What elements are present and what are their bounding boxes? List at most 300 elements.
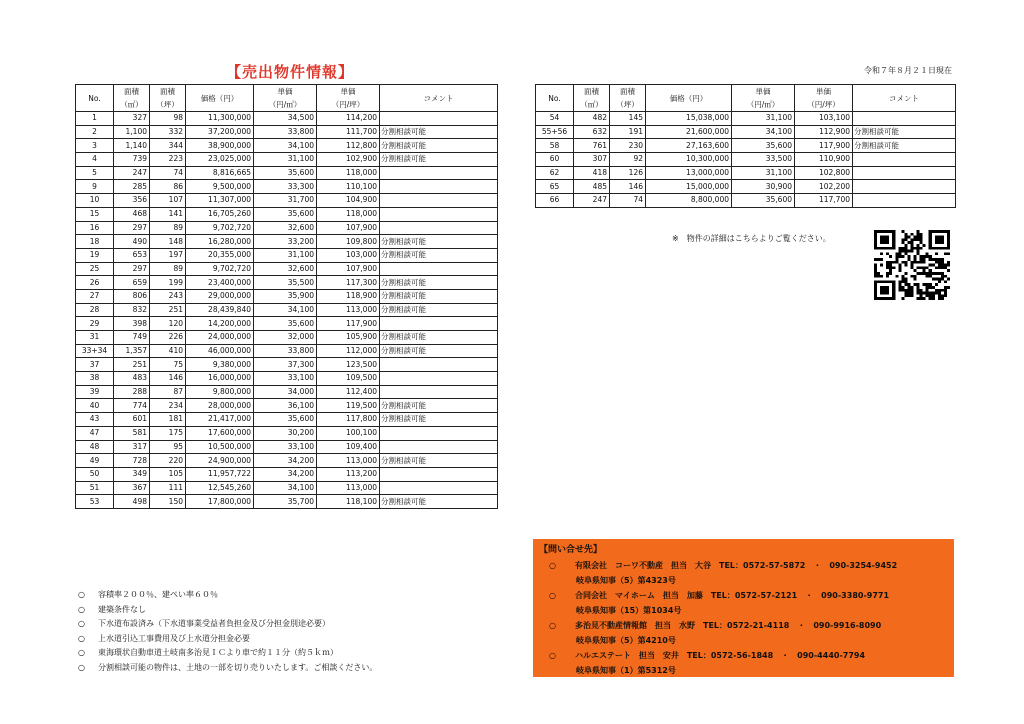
- cell-tsubo: 141: [150, 207, 186, 221]
- cell-price: 9,702,720: [186, 262, 254, 276]
- cell-price: 15,038,000: [646, 112, 732, 126]
- cell-comment: [380, 440, 498, 454]
- cell-pm2: 30,200: [254, 426, 317, 440]
- cell-no: 5: [76, 166, 114, 180]
- table-row: [76, 194, 498, 208]
- table-row: [536, 166, 956, 180]
- table-row: [76, 467, 498, 481]
- cell-tsubo: 87: [150, 385, 186, 399]
- cell-price: 28,000,000: [186, 399, 254, 413]
- cell-tsubo: 175: [150, 426, 186, 440]
- cell-no: 19: [76, 248, 114, 262]
- cell-no: 27: [76, 289, 114, 303]
- cell-price: 28,439,840: [186, 303, 254, 317]
- cell-pm2: 34,100: [254, 139, 317, 153]
- page-title: 【売出物件情報】: [226, 63, 355, 81]
- cell-tsubo: 146: [610, 180, 646, 194]
- cell-no: 3: [76, 139, 114, 153]
- cell-ptsubo: 103,100: [795, 112, 853, 126]
- cell-m2: 653: [114, 248, 150, 262]
- contact-license: 岐阜県知事（1）第5312号: [576, 666, 676, 675]
- table-row: [76, 289, 498, 303]
- cell-ptsubo: 102,900: [317, 153, 380, 167]
- header-unit-price-tsubo-unit: （円/坪）: [317, 98, 380, 112]
- cell-price: 9,380,000: [186, 358, 254, 372]
- cell-comment: 分割相談可能: [380, 153, 498, 167]
- header-area-tsubo: 面積: [610, 85, 646, 99]
- cell-comment: 分割相談可能: [380, 289, 498, 303]
- cell-tsubo: 89: [150, 221, 186, 235]
- cell-m2: 327: [114, 112, 150, 126]
- cell-ptsubo: 117,800: [317, 413, 380, 427]
- cell-pm2: 31,700: [254, 194, 317, 208]
- cell-comment: [380, 194, 498, 208]
- cell-tsubo: 226: [150, 331, 186, 345]
- table-row: [76, 303, 498, 317]
- cell-pm2: 35,700: [254, 495, 317, 509]
- table-row: [536, 194, 956, 208]
- cell-tsubo: 332: [150, 125, 186, 139]
- cell-comment: 分割相談可能: [380, 303, 498, 317]
- header-price: 価格（円）: [646, 85, 732, 112]
- table-row: [76, 385, 498, 399]
- cell-no: 28: [76, 303, 114, 317]
- cell-price: 17,600,000: [186, 426, 254, 440]
- cell-price: 37,200,000: [186, 125, 254, 139]
- cell-m2: 739: [114, 153, 150, 167]
- cell-price: 15,000,000: [646, 180, 732, 194]
- table-row: [76, 180, 498, 194]
- table-row: [76, 426, 498, 440]
- cell-pm2: 33,300: [254, 180, 317, 194]
- cell-comment: [380, 262, 498, 276]
- cell-price: 16,705,260: [186, 207, 254, 221]
- cell-no: 43: [76, 413, 114, 427]
- bullet-circle-icon: ○: [78, 619, 85, 628]
- cell-m2: 1,140: [114, 139, 150, 153]
- cell-tsubo: 197: [150, 248, 186, 262]
- cell-m2: 774: [114, 399, 150, 413]
- cell-tsubo: 344: [150, 139, 186, 153]
- cell-tsubo: 199: [150, 276, 186, 290]
- as-of-date: 令和７年８月２１日現在: [864, 66, 952, 75]
- cell-comment: 分割相談可能: [380, 495, 498, 509]
- cell-no: 39: [76, 385, 114, 399]
- cell-comment: [853, 180, 956, 194]
- cell-price: 21,417,000: [186, 413, 254, 427]
- cell-no: 51: [76, 481, 114, 495]
- contact-entry: [549, 650, 865, 661]
- cell-comment: 分割相談可能: [380, 276, 498, 290]
- cell-no: 33+34: [76, 344, 114, 358]
- cell-tsubo: 86: [150, 180, 186, 194]
- cell-m2: 288: [114, 385, 150, 399]
- cell-comment: [380, 207, 498, 221]
- cell-tsubo: 75: [150, 358, 186, 372]
- cell-price: 46,000,000: [186, 344, 254, 358]
- cell-ptsubo: 118,000: [317, 207, 380, 221]
- contact-line: 多治見不動産情報館 担当 水野 TEL：0572-21-4118 ・ 090-9916-8090: [575, 621, 882, 630]
- contact-entry: [549, 590, 889, 601]
- cell-pm2: 32,600: [254, 262, 317, 276]
- header-unit-price-m2: 単価: [732, 85, 795, 99]
- cell-no: 58: [536, 139, 574, 153]
- cell-price: 20,355,000: [186, 248, 254, 262]
- cell-tsubo: 181: [150, 413, 186, 427]
- cell-tsubo: 230: [610, 139, 646, 153]
- table-row: [536, 139, 956, 153]
- bullet-circle-icon: ○: [549, 561, 556, 570]
- cell-pm2: 34,200: [254, 454, 317, 468]
- cell-pm2: 37,300: [254, 358, 317, 372]
- cell-m2: 483: [114, 372, 150, 386]
- cell-ptsubo: 110,900: [795, 153, 853, 167]
- cell-ptsubo: 118,900: [317, 289, 380, 303]
- cell-price: 11,300,000: [186, 112, 254, 126]
- cell-m2: 1,100: [114, 125, 150, 139]
- contact-license: 岐阜県知事（5）第4210号: [576, 636, 676, 645]
- cell-m2: 297: [114, 262, 150, 276]
- cell-comment: [380, 166, 498, 180]
- condition-item: [78, 632, 377, 647]
- table-row: [536, 125, 956, 139]
- condition-text: 建築条件なし: [98, 604, 146, 614]
- cell-tsubo: 92: [610, 153, 646, 167]
- cell-comment: 分割相談可能: [380, 125, 498, 139]
- header-unit-price-tsubo: 単価: [795, 85, 853, 99]
- cell-no: 29: [76, 317, 114, 331]
- contact-license: 岐阜県知事（15）第1034号: [576, 606, 682, 615]
- cell-ptsubo: 113,200: [317, 467, 380, 481]
- table-row: [536, 180, 956, 194]
- cell-comment: [380, 358, 498, 372]
- cell-m2: 297: [114, 221, 150, 235]
- cell-tsubo: 95: [150, 440, 186, 454]
- cell-ptsubo: 117,900: [795, 139, 853, 153]
- cell-price: 27,163,600: [646, 139, 732, 153]
- cell-tsubo: 146: [150, 372, 186, 386]
- cell-tsubo: 234: [150, 399, 186, 413]
- cell-comment: 分割相談可能: [380, 235, 498, 249]
- cell-ptsubo: 109,500: [317, 372, 380, 386]
- cell-comment: [853, 166, 956, 180]
- cell-ptsubo: 107,900: [317, 262, 380, 276]
- cell-tsubo: 220: [150, 454, 186, 468]
- cell-pm2: 35,900: [254, 289, 317, 303]
- cell-tsubo: 74: [150, 166, 186, 180]
- cell-comment: 分割相談可能: [380, 454, 498, 468]
- cell-m2: 468: [114, 207, 150, 221]
- contact-line: 合同会社 マイホーム 担当 加藤 TEL：0572-57-2121 ・ 090-3380-9771: [575, 591, 890, 600]
- cell-comment: [853, 112, 956, 126]
- cell-comment: [380, 385, 498, 399]
- cell-pm2: 35,600: [254, 317, 317, 331]
- cell-comment: [380, 317, 498, 331]
- cell-ptsubo: 118,000: [317, 166, 380, 180]
- cell-price: 9,800,000: [186, 385, 254, 399]
- cell-comment: [853, 194, 956, 208]
- bullet-circle-icon: ○: [78, 604, 85, 614]
- condition-item: [78, 661, 377, 676]
- cell-m2: 832: [114, 303, 150, 317]
- cell-tsubo: 105: [150, 467, 186, 481]
- cell-tsubo: 243: [150, 289, 186, 303]
- cell-price: 9,500,000: [186, 180, 254, 194]
- cell-tsubo: 126: [610, 166, 646, 180]
- cell-ptsubo: 104,900: [317, 194, 380, 208]
- cell-pm2: 33,500: [732, 153, 795, 167]
- header-area-m2-unit: （㎡）: [574, 98, 610, 112]
- cell-no: 37: [76, 358, 114, 372]
- cell-pm2: 35,600: [254, 207, 317, 221]
- cell-price: 10,300,000: [646, 153, 732, 167]
- bullet-circle-icon: ○: [549, 591, 556, 600]
- property-table-left: [75, 84, 498, 509]
- cell-price: 24,000,000: [186, 331, 254, 345]
- cell-price: 16,280,000: [186, 235, 254, 249]
- cell-tsubo: 120: [150, 317, 186, 331]
- bullet-circle-icon: ○: [78, 633, 85, 643]
- cell-pm2: 35,600: [254, 166, 317, 180]
- contact-entry: [549, 620, 881, 631]
- cell-price: 9,702,720: [186, 221, 254, 235]
- cell-no: 4: [76, 153, 114, 167]
- cell-tsubo: 145: [610, 112, 646, 126]
- condition-item: [78, 646, 377, 661]
- header-comment: コメント: [380, 85, 498, 112]
- table-row: [76, 454, 498, 468]
- cell-pm2: 32,600: [254, 221, 317, 235]
- table-row: [76, 413, 498, 427]
- condition-item: [78, 588, 377, 603]
- table-row: [76, 153, 498, 167]
- table-row: [76, 112, 498, 126]
- cell-pm2: 35,600: [732, 194, 795, 208]
- cell-no: 62: [536, 166, 574, 180]
- cell-price: 11,307,000: [186, 194, 254, 208]
- cell-comment: 分割相談可能: [380, 248, 498, 262]
- cell-no: 40: [76, 399, 114, 413]
- cell-comment: [380, 221, 498, 235]
- cell-ptsubo: 102,200: [795, 180, 853, 194]
- cell-pm2: 34,200: [254, 467, 317, 481]
- cell-no: 2: [76, 125, 114, 139]
- cell-m2: 498: [114, 495, 150, 509]
- cell-comment: [380, 481, 498, 495]
- header-area-m2-unit: （㎡）: [114, 98, 150, 112]
- cell-ptsubo: 112,400: [317, 385, 380, 399]
- cell-price: 29,000,000: [186, 289, 254, 303]
- cell-ptsubo: 117,700: [795, 194, 853, 208]
- cell-price: 23,025,000: [186, 153, 254, 167]
- cell-pm2: 33,100: [254, 440, 317, 454]
- cell-comment: 分割相談可能: [380, 399, 498, 413]
- cell-ptsubo: 109,400: [317, 440, 380, 454]
- contact-entry: [549, 560, 897, 571]
- cell-price: 24,900,000: [186, 454, 254, 468]
- cell-tsubo: 148: [150, 235, 186, 249]
- table-row: [76, 317, 498, 331]
- header-no: No.: [536, 85, 574, 112]
- cell-price: 16,000,000: [186, 372, 254, 386]
- table-row: [76, 399, 498, 413]
- cell-pm2: 32,000: [254, 331, 317, 345]
- cell-no: 60: [536, 153, 574, 167]
- cell-tsubo: 111: [150, 481, 186, 495]
- cell-comment: [380, 112, 498, 126]
- cell-tsubo: 150: [150, 495, 186, 509]
- cell-ptsubo: 109,800: [317, 235, 380, 249]
- cell-tsubo: 74: [610, 194, 646, 208]
- cell-pm2: 34,000: [254, 385, 317, 399]
- cell-no: 50: [76, 467, 114, 481]
- cell-no: 26: [76, 276, 114, 290]
- cell-m2: 418: [574, 166, 610, 180]
- header-area-tsubo-unit: （坪）: [150, 98, 186, 112]
- cell-m2: 247: [114, 166, 150, 180]
- bullet-circle-icon: ○: [549, 651, 556, 660]
- cell-m2: 356: [114, 194, 150, 208]
- cell-tsubo: 223: [150, 153, 186, 167]
- cell-pm2: 34,100: [254, 303, 317, 317]
- cell-ptsubo: 117,900: [317, 317, 380, 331]
- contact-line: ハルエステート 担当 安井 TEL：0572-56-1848 ・ 090-4440-7794: [575, 651, 866, 660]
- cell-no: 49: [76, 454, 114, 468]
- table-row: [76, 248, 498, 262]
- table-row: [76, 166, 498, 180]
- cell-no: 25: [76, 262, 114, 276]
- cell-m2: 317: [114, 440, 150, 454]
- header-no: No.: [76, 85, 114, 112]
- cell-pm2: 34,100: [732, 125, 795, 139]
- cell-tsubo: 191: [610, 125, 646, 139]
- contact-line: 有限会社 コーワ不動産 担当 大谷 TEL：0572-57-5872 ・ 090-3254-9452: [575, 561, 898, 570]
- cell-pm2: 33,200: [254, 235, 317, 249]
- cell-m2: 761: [574, 139, 610, 153]
- cell-comment: 分割相談可能: [853, 125, 956, 139]
- header-price: 価格（円）: [186, 85, 254, 112]
- cell-pm2: 35,600: [254, 413, 317, 427]
- table-row: [76, 276, 498, 290]
- cell-pm2: 30,900: [732, 180, 795, 194]
- cell-m2: 1,357: [114, 344, 150, 358]
- cell-comment: [380, 426, 498, 440]
- cell-m2: 398: [114, 317, 150, 331]
- cell-comment: 分割相談可能: [380, 344, 498, 358]
- table-row: [536, 112, 956, 126]
- header-comment: コメント: [853, 85, 956, 112]
- cell-m2: 349: [114, 467, 150, 481]
- cell-no: 53: [76, 495, 114, 509]
- cell-ptsubo: 110,100: [317, 180, 380, 194]
- cell-pm2: 31,100: [254, 248, 317, 262]
- contact-heading: 【問い合せ先】: [539, 545, 603, 555]
- table-row: [76, 372, 498, 386]
- cell-m2: 367: [114, 481, 150, 495]
- header-area-m2: 面積: [574, 85, 610, 99]
- cell-no: 47: [76, 426, 114, 440]
- cell-ptsubo: 112,800: [317, 139, 380, 153]
- cell-pm2: 33,800: [254, 125, 317, 139]
- qr-code-icon[interactable]: [874, 230, 950, 300]
- cell-comment: [380, 467, 498, 481]
- header-area-tsubo-unit: （坪）: [610, 98, 646, 112]
- cell-comment: [853, 153, 956, 167]
- header-unit-price-tsubo: 単価: [317, 85, 380, 99]
- cell-ptsubo: 111,700: [317, 125, 380, 139]
- cell-pm2: 31,100: [732, 112, 795, 126]
- cell-no: 66: [536, 194, 574, 208]
- cell-comment: [380, 180, 498, 194]
- cell-price: 10,500,000: [186, 440, 254, 454]
- condition-text: 東海環状自動車道土岐南多治見ＩＣより車で約１１分（約５ｋｍ）: [98, 648, 338, 657]
- cell-no: 65: [536, 180, 574, 194]
- table-row: [76, 358, 498, 372]
- header-unit-price-m2: 単価: [254, 85, 317, 99]
- table-row: [76, 207, 498, 221]
- cell-tsubo: 107: [150, 194, 186, 208]
- cell-ptsubo: 113,000: [317, 481, 380, 495]
- header-area-m2: 面積: [114, 85, 150, 99]
- cell-no: 54: [536, 112, 574, 126]
- bullet-circle-icon: ○: [78, 662, 85, 672]
- cell-pm2: 36,100: [254, 399, 317, 413]
- cell-m2: 247: [574, 194, 610, 208]
- details-note: ※ 物件の詳細はこちらよりご覧ください。: [672, 234, 831, 243]
- cell-price: 11,957,722: [186, 467, 254, 481]
- cell-no: 1: [76, 112, 114, 126]
- cell-price: 8,816,665: [186, 166, 254, 180]
- cell-pm2: 34,500: [254, 112, 317, 126]
- cell-price: 14,200,000: [186, 317, 254, 331]
- condition-text: 分割相談可能の物件は、土地の一部を切り売りいたします。ご相談ください。: [98, 662, 378, 672]
- cell-ptsubo: 102,800: [795, 166, 853, 180]
- table-row: [536, 153, 956, 167]
- cell-comment: 分割相談可能: [380, 413, 498, 427]
- cell-no: 31: [76, 331, 114, 345]
- cell-ptsubo: 112,000: [317, 344, 380, 358]
- cell-no: 10: [76, 194, 114, 208]
- cell-ptsubo: 113,000: [317, 303, 380, 317]
- cell-ptsubo: 105,900: [317, 331, 380, 345]
- table-row: [76, 440, 498, 454]
- condition-text: 上水道引込工事費用及び上水道分担金必要: [98, 633, 250, 643]
- cell-ptsubo: 114,200: [317, 112, 380, 126]
- cell-ptsubo: 112,900: [795, 125, 853, 139]
- cell-comment: 分割相談可能: [380, 139, 498, 153]
- cell-price: 17,800,000: [186, 495, 254, 509]
- cell-tsubo: 410: [150, 344, 186, 358]
- cell-no: 18: [76, 235, 114, 249]
- cell-ptsubo: 107,900: [317, 221, 380, 235]
- cell-ptsubo: 119,500: [317, 399, 380, 413]
- cell-price: 12,545,260: [186, 481, 254, 495]
- header-unit-price-m2-unit: （円/㎡）: [732, 98, 795, 112]
- cell-m2: 806: [114, 289, 150, 303]
- cell-m2: 581: [114, 426, 150, 440]
- cell-m2: 659: [114, 276, 150, 290]
- bullet-circle-icon: ○: [549, 621, 556, 630]
- header-area-tsubo: 面積: [150, 85, 186, 99]
- contact-license: 岐阜県知事（5）第4323号: [576, 576, 676, 585]
- table-row: [76, 344, 498, 358]
- header-unit-price-m2-unit: （円/㎡）: [254, 98, 317, 112]
- cell-pm2: 33,100: [254, 372, 317, 386]
- cell-ptsubo: 100,100: [317, 426, 380, 440]
- cell-tsubo: 251: [150, 303, 186, 317]
- condition-item: [78, 617, 377, 632]
- cell-no: 9: [76, 180, 114, 194]
